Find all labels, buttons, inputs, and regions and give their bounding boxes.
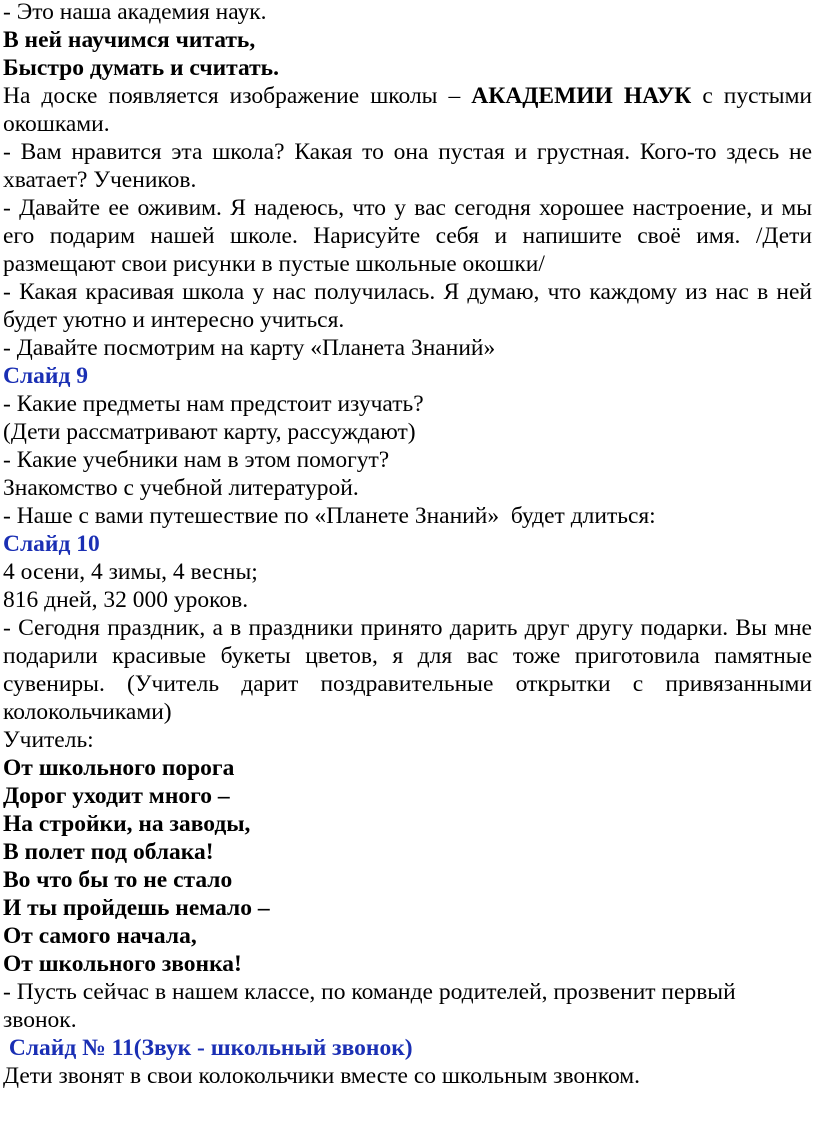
slide-heading: Слайд № 11(Звук - школьный звонок) [3,1035,413,1061]
text-line: Учитель: [3,727,94,753]
text-line: - Вам нравится эта школа? Какая то она пустая и грустная. Кого-то здесь не [3,139,812,165]
poem-line: От самого начала, [3,923,197,949]
poem-line: Во что бы то не стало [3,867,233,893]
text-line: Дети звонят в свои колокольчики вместе со школьным звонком. [3,1063,641,1089]
text-line: 816 дней, 32 000 уроков. [3,587,249,613]
slide-heading: Слайд 9 [3,363,88,389]
text-line: размещают свои рисунки в пустые школьные окошки/ [3,251,545,277]
text-line: - Пусть сейчас в нашем классе, по команде родителей, прозвенит первый [3,979,736,1005]
poem-line: От школьного звонка! [3,951,242,977]
text-line: - Сегодня праздник, а в праздники принято дарить друг другу подарки. Вы мне [3,615,812,641]
poem-line: Дорог уходит много – [3,783,230,809]
text-line: - Какие предметы нам предстоит изучать? [3,391,424,417]
school-name: АКАДЕМИИ НАУК [471,83,692,109]
text-line: Знакомство с учебной литературой. [3,475,359,501]
text-fragment: На доске появляется изображение школы – [3,83,461,109]
text-fragment: с пустыми [702,83,812,109]
text-line: звонок. [3,1007,77,1033]
text-line [3,82,812,110]
text-line: колокольчиками) [3,699,172,725]
poem-line: И ты пройдешь немало – [3,895,270,921]
text-line: (Дети рассматривают карту, рассуждают) [3,419,416,445]
text-line: его подарим нашей школе. Нарисуйте себя и напишите своё имя. /Дети [3,223,812,249]
poem-line: Быстро думать и считать. [3,55,279,81]
text-line: - Это наша академия наук. [3,0,267,25]
slide-heading: Слайд 10 [3,531,100,557]
text-line: - Давайте ее оживим. Я надеюсь, что у вас сегодня хорошее настроение, и мы [3,195,812,221]
poem-line: От школьного порога [3,755,235,781]
text-line: сувениры. (Учитель дарит поздравительные открытки с привязанными [3,671,812,697]
text-line: окошками. [3,111,110,137]
text-line: - Какая красивая школа у нас получилась. Я думаю, что каждому из нас в ней [3,279,812,305]
text-line: 4 осени, 4 зимы, 4 весны; [3,559,258,585]
text-line: - Давайте посмотрим на карту «Планета Знаний» [3,335,496,361]
text-line: хватает? Учеников. [3,167,197,193]
text-line: - Наше с вами путешествие по «Планете Знаний» будет длиться: [3,503,656,529]
text-line: подарили красивые букеты цветов, я для вас тоже приготовила памятные [3,643,812,669]
poem-line: В ней научимся читать, [3,27,256,53]
text-line: - Какие учебники нам в этом помогут? [3,447,390,473]
text-line: будет уютно и интересно учиться. [3,307,345,333]
poem-line: В полет под облака! [3,839,214,865]
poem-line: На стройки, на заводы, [3,811,251,837]
